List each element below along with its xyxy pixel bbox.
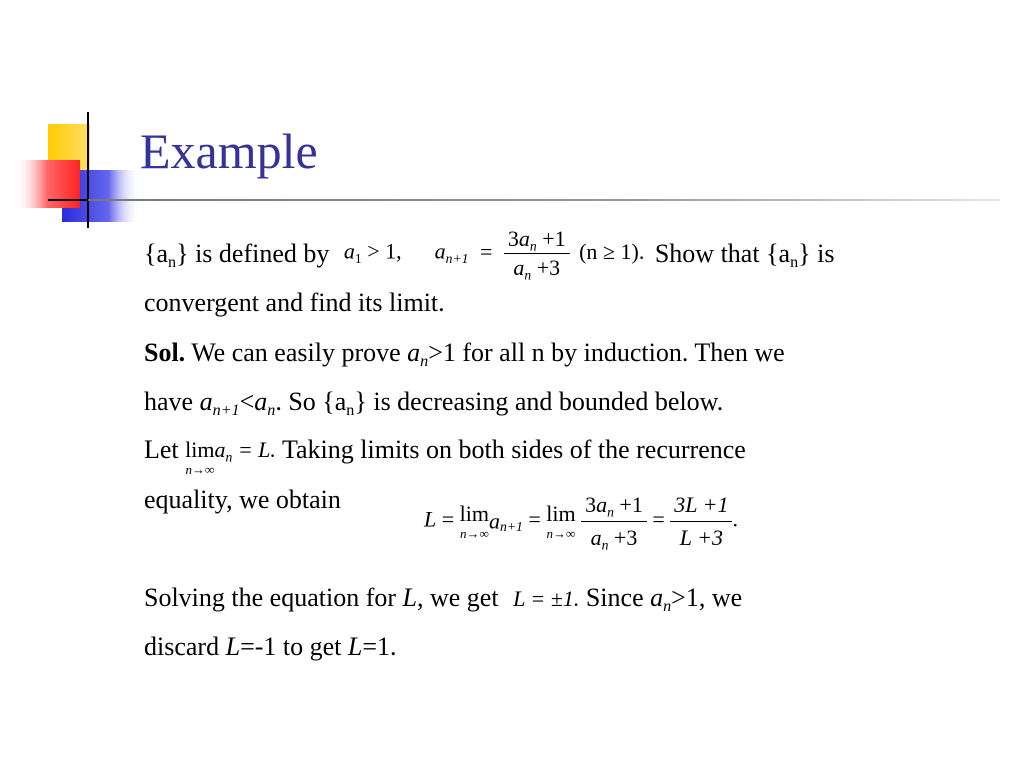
solution-line-2: have $a_{n+1}<a_n$. So $\{a_n\}$ is decreasing and bounded below. bbox=[144, 387, 724, 420]
recurrence-definition: $a_1 > 1$, $a_{n+1}$ = $\frac{3a_n +1}{a_n +3}$ (n ≥ 1). bbox=[343, 226, 645, 283]
title-underline bbox=[88, 199, 1000, 201]
solution-line-4: equality, we obtain bbox=[144, 485, 341, 514]
solution-line-5: Solving the equation for L, we get L = ±1. Since $a_n>1$, we bbox=[144, 583, 743, 616]
solution-line-1: Sol. We can easily prove $a_n>1$ for all n by induction. Then we bbox=[144, 338, 785, 371]
slide-decoration bbox=[0, 0, 140, 230]
solution-line-3: Let lim n→∞ $a_n = L$. Taking limits on both sides of the recurrence bbox=[144, 435, 746, 477]
problem-line-1: $\{a_n\}$ is defined by $a_1 > 1$, $a_{n+1}$ = $\frac{3a_n +1}{a_n +3}$ (n ≥ 1). Show that $\{a_n\}$ is bbox=[144, 226, 835, 283]
limit-equation: L = lim n→∞ $a_{n+1} = \lim$ n→∞ $\frac{3a_n +1}{a_n +3}$ = $\frac{3L +1}{L +3}$ . bbox=[424, 492, 738, 553]
slide-title: Example bbox=[140, 123, 318, 179]
solution-value: L = ±1. bbox=[513, 586, 580, 611]
limit-definition: lim n→∞ $a_n = L$. bbox=[185, 437, 276, 477]
problem-line-2: convergent and find its limit. bbox=[144, 288, 445, 317]
solution-line-6: discard L=-1 to get L=1. bbox=[144, 632, 397, 661]
